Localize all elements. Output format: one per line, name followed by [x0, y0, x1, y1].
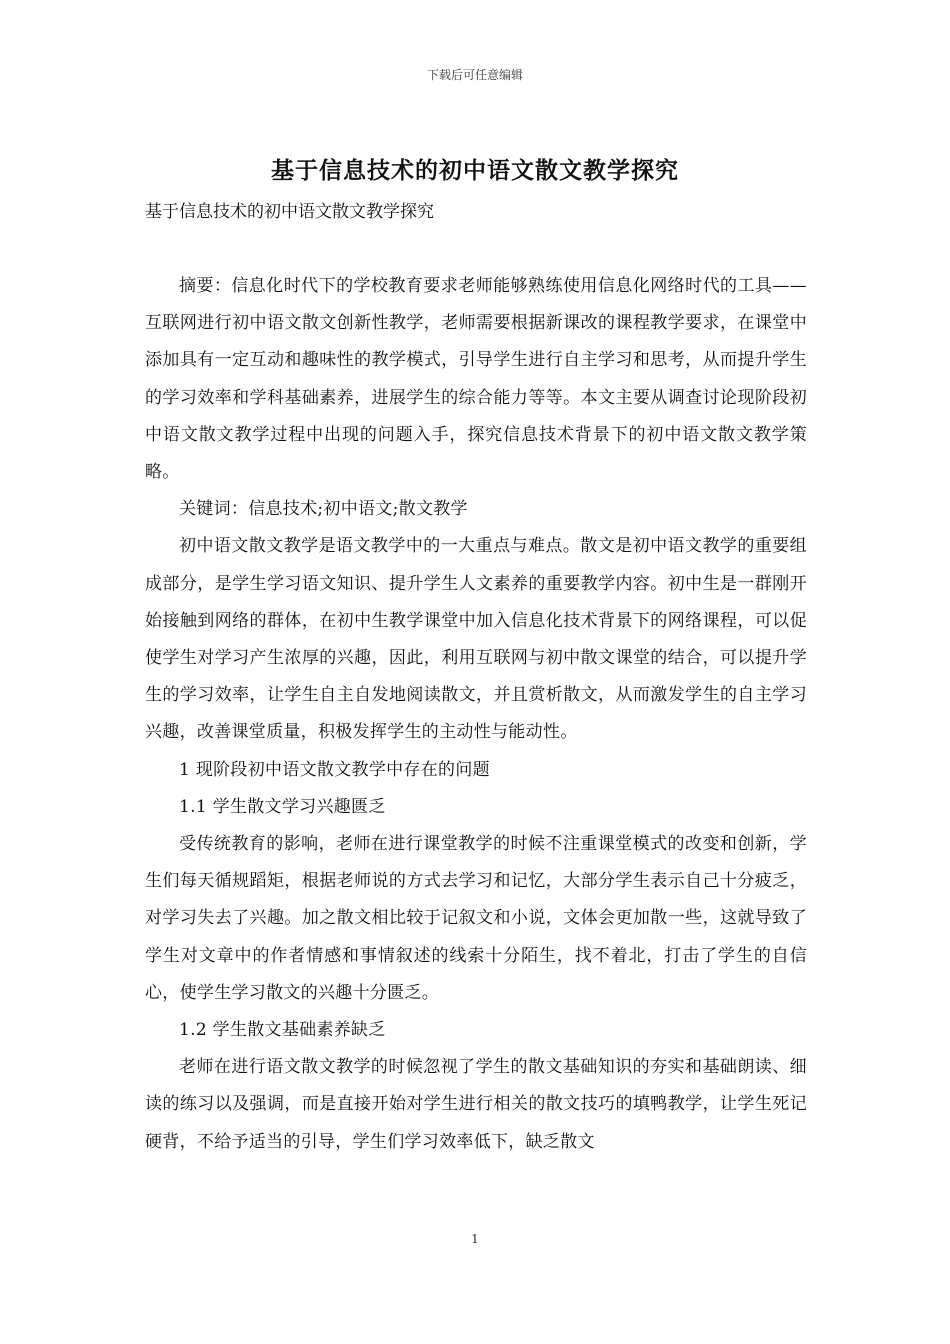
abstract-paragraph: 摘要：信息化时代下的学校教育要求老师能够熟练使用信息化网络时代的工具——互联网进行初中语文散文创新性教学，老师需要根据新课改的课程教学要求，在课堂中添加具有一定互动和趣味性的教学模式，引导学生进行自主学习和思考，从而提升学生的学习效率和学科基础素养，进展学生的综合能力等等。本文主要从调查讨论现阶段初中语文散文教学过程中出现的问题入手，探究信息技术背景下的初中语文散文教学策略。 — [145, 276, 807, 483]
section-heading-1-1: 1.1 学生散文学习兴趣匮乏 — [179, 796, 386, 817]
document-subtitle: 基于信息技术的初中语文散文教学探究 — [145, 202, 434, 222]
section-1-1-paragraph: 受传统教育的影响，老师在进行课堂教学的时候不注重课堂模式的改变和创新，学生们每天循规蹈矩，根据老师说的方式去学习和记忆，大部分学生表示自己十分疲乏，对学习失去了兴趣。加之散文相比较于记叙文和小说，文体会更加散一些，这就导致了学生对文章中的作者情感和事情叙述的线索十分陌生，找不着北，打击了学生的自信心，使学生学习散文的兴趣十分匮乏。 — [145, 834, 807, 1003]
document-body — [145, 268, 807, 1161]
section-heading-1: 1 现阶段初中语文散文教学中存在的问题 — [179, 759, 490, 780]
intro-paragraph: 初中语文散文教学是语文教学中的一大重点与难点。散文是初中语文教学的重要组成部分，是学生学习语文知识、提升学生人文素养的重要教学内容。初中生是一群刚开始接触到网络的群体，在初中生教学课堂中加入信息化技术背景下的网络课程，可以促使学生对学习产生浓厚的兴趣，因此，利用互联网与初中散文课堂的结合，可以提升学生的学习效率，让学生自主自发地阅读散文，并且赏析散文，从而激发学生的自主学习兴趣，改善课堂质量，积极发挥学生的主动性与能动性。 — [145, 536, 807, 743]
document-title: 基于信息技术的初中语文散文教学探究 — [271, 158, 679, 184]
section-1-2-paragraph: 老师在进行语文散文教学的时候忽视了学生的散文基础知识的夯实和基础朗读、细读的练习以及强调，而是直接开始对学生进行相关的散文技巧的填鸭教学，让学生死记硬背，不给予适当的引导，学生们学习效率低下，缺乏散文 — [145, 1057, 807, 1152]
keywords-line: 关键词：信息技术;初中语文;散文教学 — [179, 499, 468, 520]
page-number: 1 — [471, 1232, 479, 1246]
page-header: 下载后可任意编辑 — [426, 68, 523, 82]
section-heading-1-2: 1.2 学生散文基础素养缺乏 — [179, 1020, 386, 1041]
